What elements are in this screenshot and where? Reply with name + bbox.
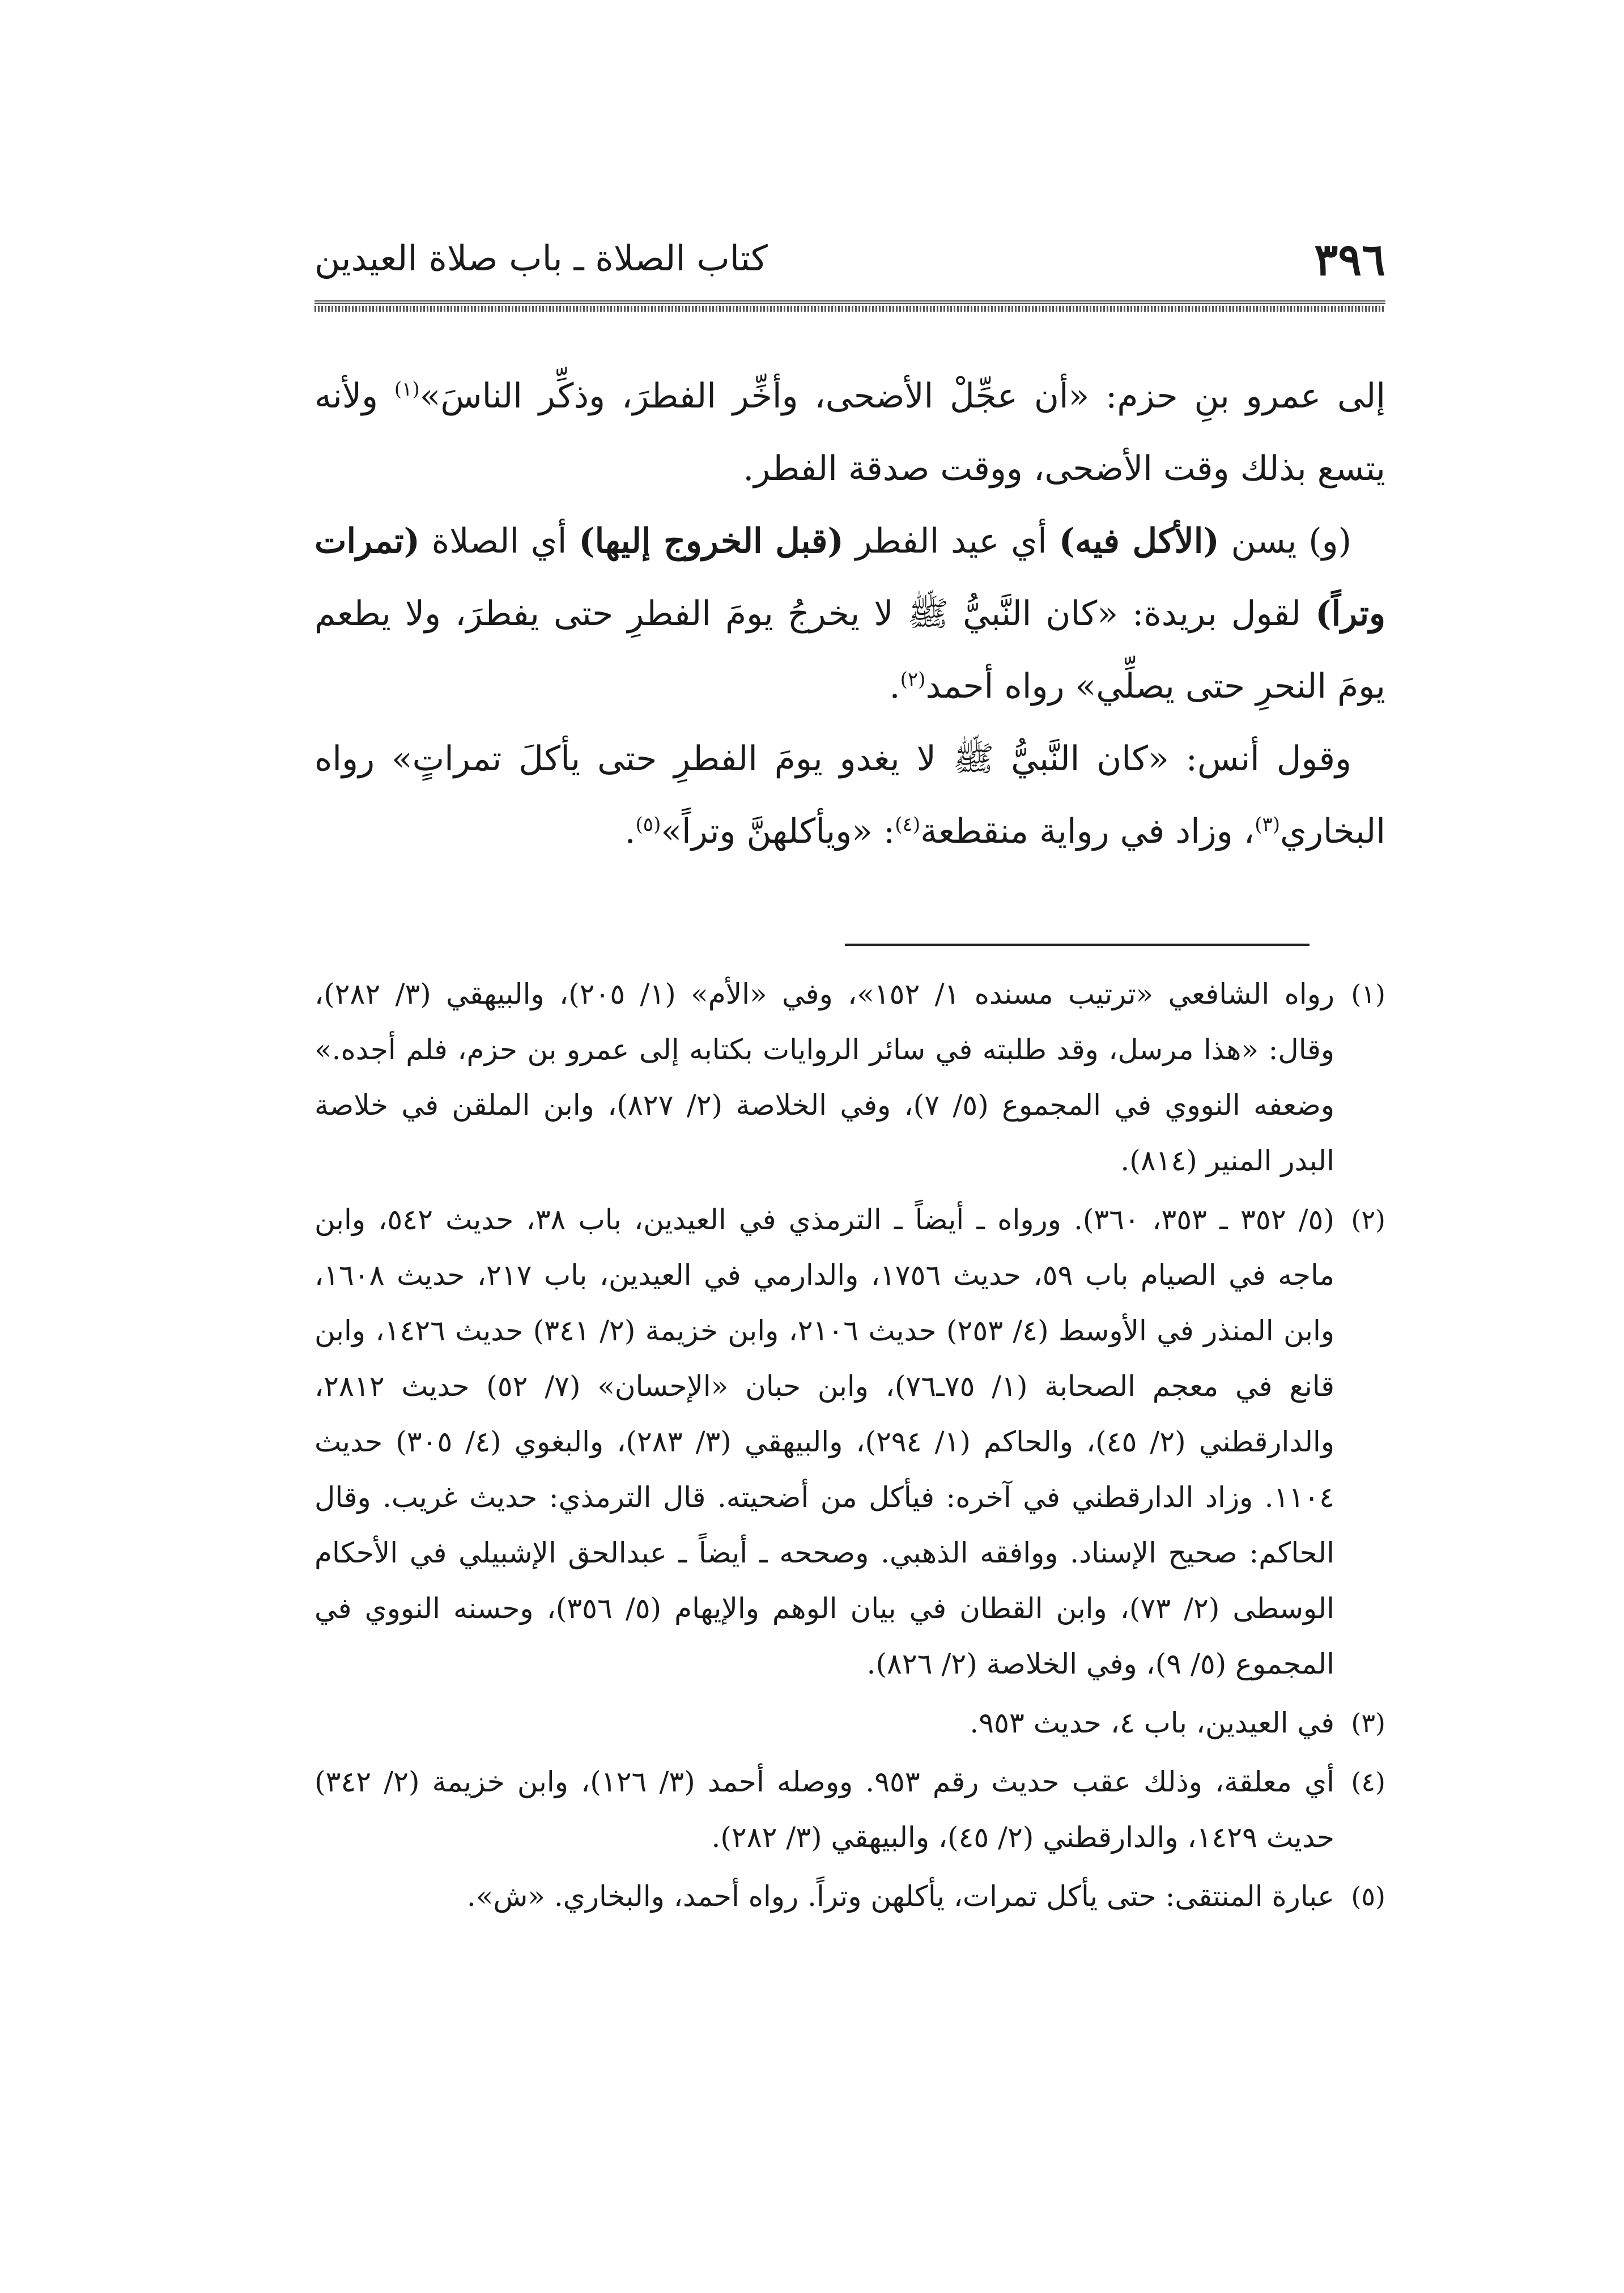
footnote <box>314 1192 1385 1692</box>
footnote <box>314 1754 1385 1865</box>
running-title: كتاب الصلاة ـ باب صلاة العيدين <box>314 237 768 279</box>
header-rule <box>314 300 1385 304</box>
footnote-separator <box>845 944 1310 946</box>
footnote-ref-2: (٢) <box>900 668 926 691</box>
footnote-number: (٤) <box>1351 1767 1385 1797</box>
paragraph-1: إلى عمرو بنِ حزم: «أن عجِّلْ الأضحى، وأخِّر الفطرَ، وذكِّر الناسَ»$^{(١)}$ ولأنه يتسع بذلك وقت الأضحى، ووقت صدقة الفطر. <box>314 376 1385 489</box>
footnote-ref-5: (٥) <box>635 813 661 836</box>
footnote-text: رواه الشافعي «ترتيب مسنده ١/ ١٥٢»، وفي «الأم» (١/ ٢٠٥)، والبيهقي (٣/ ٢٨٢)، وقال: «هذا مرسل، وقد طلبته في سائر الروايات بكتابه إلى عمرو بن حزم، فلم أجده.» وضعفه النووي في المجموع (٥/ ٧)، وفي الخلاصة (٢/ ٨٢٧)، وابن الملقن في خلاصة البدر المنير (٨١٤). <box>314 978 1334 1177</box>
footnote-text: أي معلقة، وذلك عقب حديث رقم ٩٥٣. ووصله أحمد (٣/ ١٢٦)، وابن خزيمة (٢/ ٣٤٢) حديث ١٤٢٩، والدارقطني (٢/ ٤٥)، والبيهقي (٣/ ٢٨٢). <box>314 1765 1334 1854</box>
footnote-number: (١) <box>1351 979 1385 1009</box>
header-rule-pattern <box>314 306 1385 312</box>
page-number: ٣٩٦ <box>1314 234 1385 286</box>
footnote-ref-4: (٤) <box>895 813 921 836</box>
footnote-ref-3: (٣) <box>1255 813 1280 836</box>
paragraph-3: وقول أنس: «كان النَّبيُّ ﷺ لا يغدو يومَ الفطرِ حتى يأكلَ تمراتٍ» رواه البخاري$^{(٣)}$، وزاد في رواية منقطعة$^{(٤)}$: «ويأكلهنَّ وتراً»$^{(٥)}$. <box>314 739 1385 851</box>
paragraph-2: (و) يسن (الأكل فيه) أي عيد الفطر (قبل الخروج إليها) أي الصلاة (تمرات وتراً) لقول بريدة: «كان النَّبيُّ ﷺ لا يخرجُ يومَ الفطرِ حتى يفطرَ، ولا يطعم يومَ النحرِ حتى يصلِّي» رواه أحمد$^{(٢)}$. <box>314 521 1385 706</box>
footnote-text: (٥/ ٣٥٢ ـ ٣٥٣، ٣٦٠). ورواه ـ أيضاً ـ الترمذي في العيدين، باب ٣٨، حديث ٥٤٢، وابن ماجه في الصيام باب ٥٩، حديث ١٧٥٦، والدارمي في العيدين، باب ٢١٧، حديث ١٦٠٨، وابن المنذر في الأوسط (٤/ ٢٥٣) حديث ٢١٠٦، وابن خزيمة (٢/ ٣٤١) حديث ١٤٢٦، وابن قانع في معجم الصحابة (١/ ٧٥ـ٧٦)، وابن حبان «الإحسان» (٧/ ٥٢) حديث ٢٨١٢، والدارقطني (٢/ ٤٥)، والحاكم (١/ ٢٩٤)، والبيهقي (٣/ ٢٨٣)، والبغوي (٤/ ٣٠٥) حديث ١١٠٤. وزاد الدارقطني في آخره: فيأكل من أضحيته. قال الترمذي: حديث غريب. وقال الحاكم: صحيح الإسناد. ووافقه الذهبي. وصححه ـ أيضاً ـ عبدالحق الإشبيلي في الأحكام الوسطى (٢/ ٧٣)، وابن القطان في بيان الوهم والإيهام (٥/ ٣٥٦)، وحسنه النووي في المجموع (٥/ ٩)، وفي الخلاصة (٢/ ٨٢٦). <box>314 1203 1335 1680</box>
footnote-number: (٢) <box>1351 1204 1385 1235</box>
page-header <box>314 227 1385 289</box>
footnote-text: عبارة المنتقى: حتى يأكل تمرات، يأكلهن وتراً. رواه أحمد، والبخاري. «ش». <box>466 1880 1334 1913</box>
footnote-ref-1: (١) <box>394 378 420 401</box>
footnote <box>314 1695 1385 1751</box>
footnotes <box>314 966 1385 1927</box>
footnote <box>314 966 1385 1188</box>
footnote-text: في العيدين، باب ٤، حديث ٩٥٣. <box>970 1706 1334 1739</box>
main-text <box>314 360 1385 868</box>
footnote-number: (٣) <box>1351 1708 1385 1738</box>
footnote-number: (٥) <box>1351 1881 1385 1912</box>
footnote <box>314 1869 1385 1924</box>
